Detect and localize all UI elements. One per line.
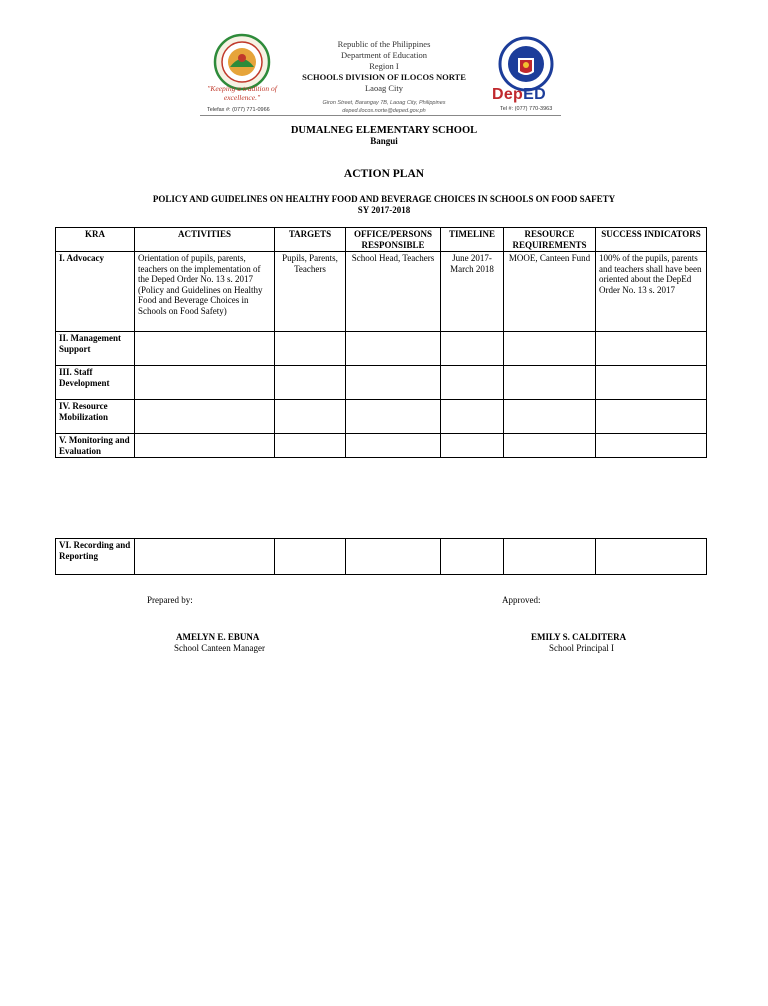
targets-cell: Pupils, Parents, Teachers [275,252,346,332]
kra-cell: III. Staff Development [56,366,135,400]
letterhead-heading [284,39,484,94]
success-cell [596,434,707,458]
table-header-row [56,228,707,252]
table-row [56,332,707,366]
policy-title: POLICY AND GUIDELINES ON HEALTHY FOOD AND BEVERAGE CHOICES IN SCHOOLS ON FOOD SAFETY [152,194,616,204]
office-cell [346,434,441,458]
timeline-cell [441,539,504,575]
action-plan-table [55,227,707,458]
targets-cell [275,539,346,575]
country-line: Republic of the Philippines [337,39,431,49]
approved-label: Approved: [502,595,541,605]
timeline-cell: June 2017-March 2018 [441,252,504,332]
department-line: Department of Education [341,50,427,60]
table-row [56,252,707,332]
deped-wordmark-part-2: ED [523,86,546,103]
preparer-role: School Canteen Manager [174,643,265,653]
office-cell: School Head, Teachers [346,252,441,332]
header-timeline: TIMELINE [441,228,504,252]
header-office: OFFICE/PERSONS RESPONSIBLE [346,228,441,252]
success-cell [596,400,707,434]
kra-cell: IV. Resource Mobilization [56,400,135,434]
telefax-number: Telefax #: (077) 771-0966 [207,107,270,113]
deped-seal-logo [498,36,554,92]
resource-cell [504,332,596,366]
targets-cell [275,434,346,458]
header-success: SUCCESS INDICATORS [596,228,707,252]
activities-cell [135,332,275,366]
telephone-number: Tel #: (077) 770-3963 [500,106,553,112]
preparer-name: AMELYN E. EBUNA [176,632,260,642]
kra-cell: I. Advocacy [56,252,135,332]
street-address: Giron Street, Barangay 7B, Laoag City, Philippines [322,100,446,106]
document-title: ACTION PLAN [343,168,425,180]
kra-cell: II. Management Support [56,332,135,366]
prepared-by-label: Prepared by: [147,595,193,605]
activities-cell [135,539,275,575]
division-motto: "Keeping a tradition of excellence." [207,84,277,102]
timeline-cell [441,434,504,458]
division-seal-logo [213,33,271,91]
table-row [56,366,707,400]
office-cell [346,400,441,434]
approver-role: School Principal I [549,643,614,653]
action-plan-table-continued [55,538,707,575]
resource-cell [504,400,596,434]
table-row [56,539,707,575]
resource-cell [504,434,596,458]
school-year: SY 2017-2018 [357,205,411,215]
office-cell [346,539,441,575]
region-line: Region I [369,61,399,71]
header-targets: TARGETS [275,228,346,252]
division-address [284,99,484,115]
table-row [56,400,707,434]
success-cell [596,332,707,366]
resource-cell: MOOE, Canteen Fund [504,252,596,332]
timeline-cell [441,332,504,366]
office-cell [346,332,441,366]
activities-cell [135,400,275,434]
success-cell [596,539,707,575]
city-line: Laoag City [364,83,403,93]
approver-name: EMILY S. CALDITERA [531,632,627,642]
activities-cell [135,366,275,400]
email-address: deped.ilocos.norte@deped.gov.ph [342,108,426,114]
office-cell [346,366,441,400]
timeline-cell [441,400,504,434]
letterhead-divider [200,115,561,116]
activities-cell [135,434,275,458]
success-cell: 100% of the pupils, parents and teachers shall have been oriented about the DepEd Order No. 13 s. 2017 [596,252,707,332]
header-kra: KRA [56,228,135,252]
policy-heading [0,194,768,216]
header-resource: RESOURCE REQUIREMENTS [504,228,596,252]
activities-cell: Orientation of pupils, parents, teachers on the implementation of the Deped Order No. 13 s. 2017 (Policy and Guidelines on Healthy Food and Beverage Choices in Schools on Food Safety) [135,252,275,332]
school-town: Bangui [370,136,398,146]
success-cell [596,366,707,400]
deped-wordmark [492,86,546,104]
division-line: SCHOOLS DIVISION OF ILOCOS NORTE [302,72,466,82]
header-activities: ACTIVITIES [135,228,275,252]
targets-cell [275,366,346,400]
school-name: DUMALNEG ELEMENTARY SCHOOL [290,125,478,136]
targets-cell [275,332,346,366]
deped-wordmark-part-1: Dep [492,86,524,103]
targets-cell [275,400,346,434]
resource-cell [504,539,596,575]
resource-cell [504,366,596,400]
timeline-cell [441,366,504,400]
kra-cell: VI. Recording and Reporting [56,539,135,575]
table-row [56,434,707,458]
kra-cell: V. Monitoring and Evaluation [56,434,135,458]
